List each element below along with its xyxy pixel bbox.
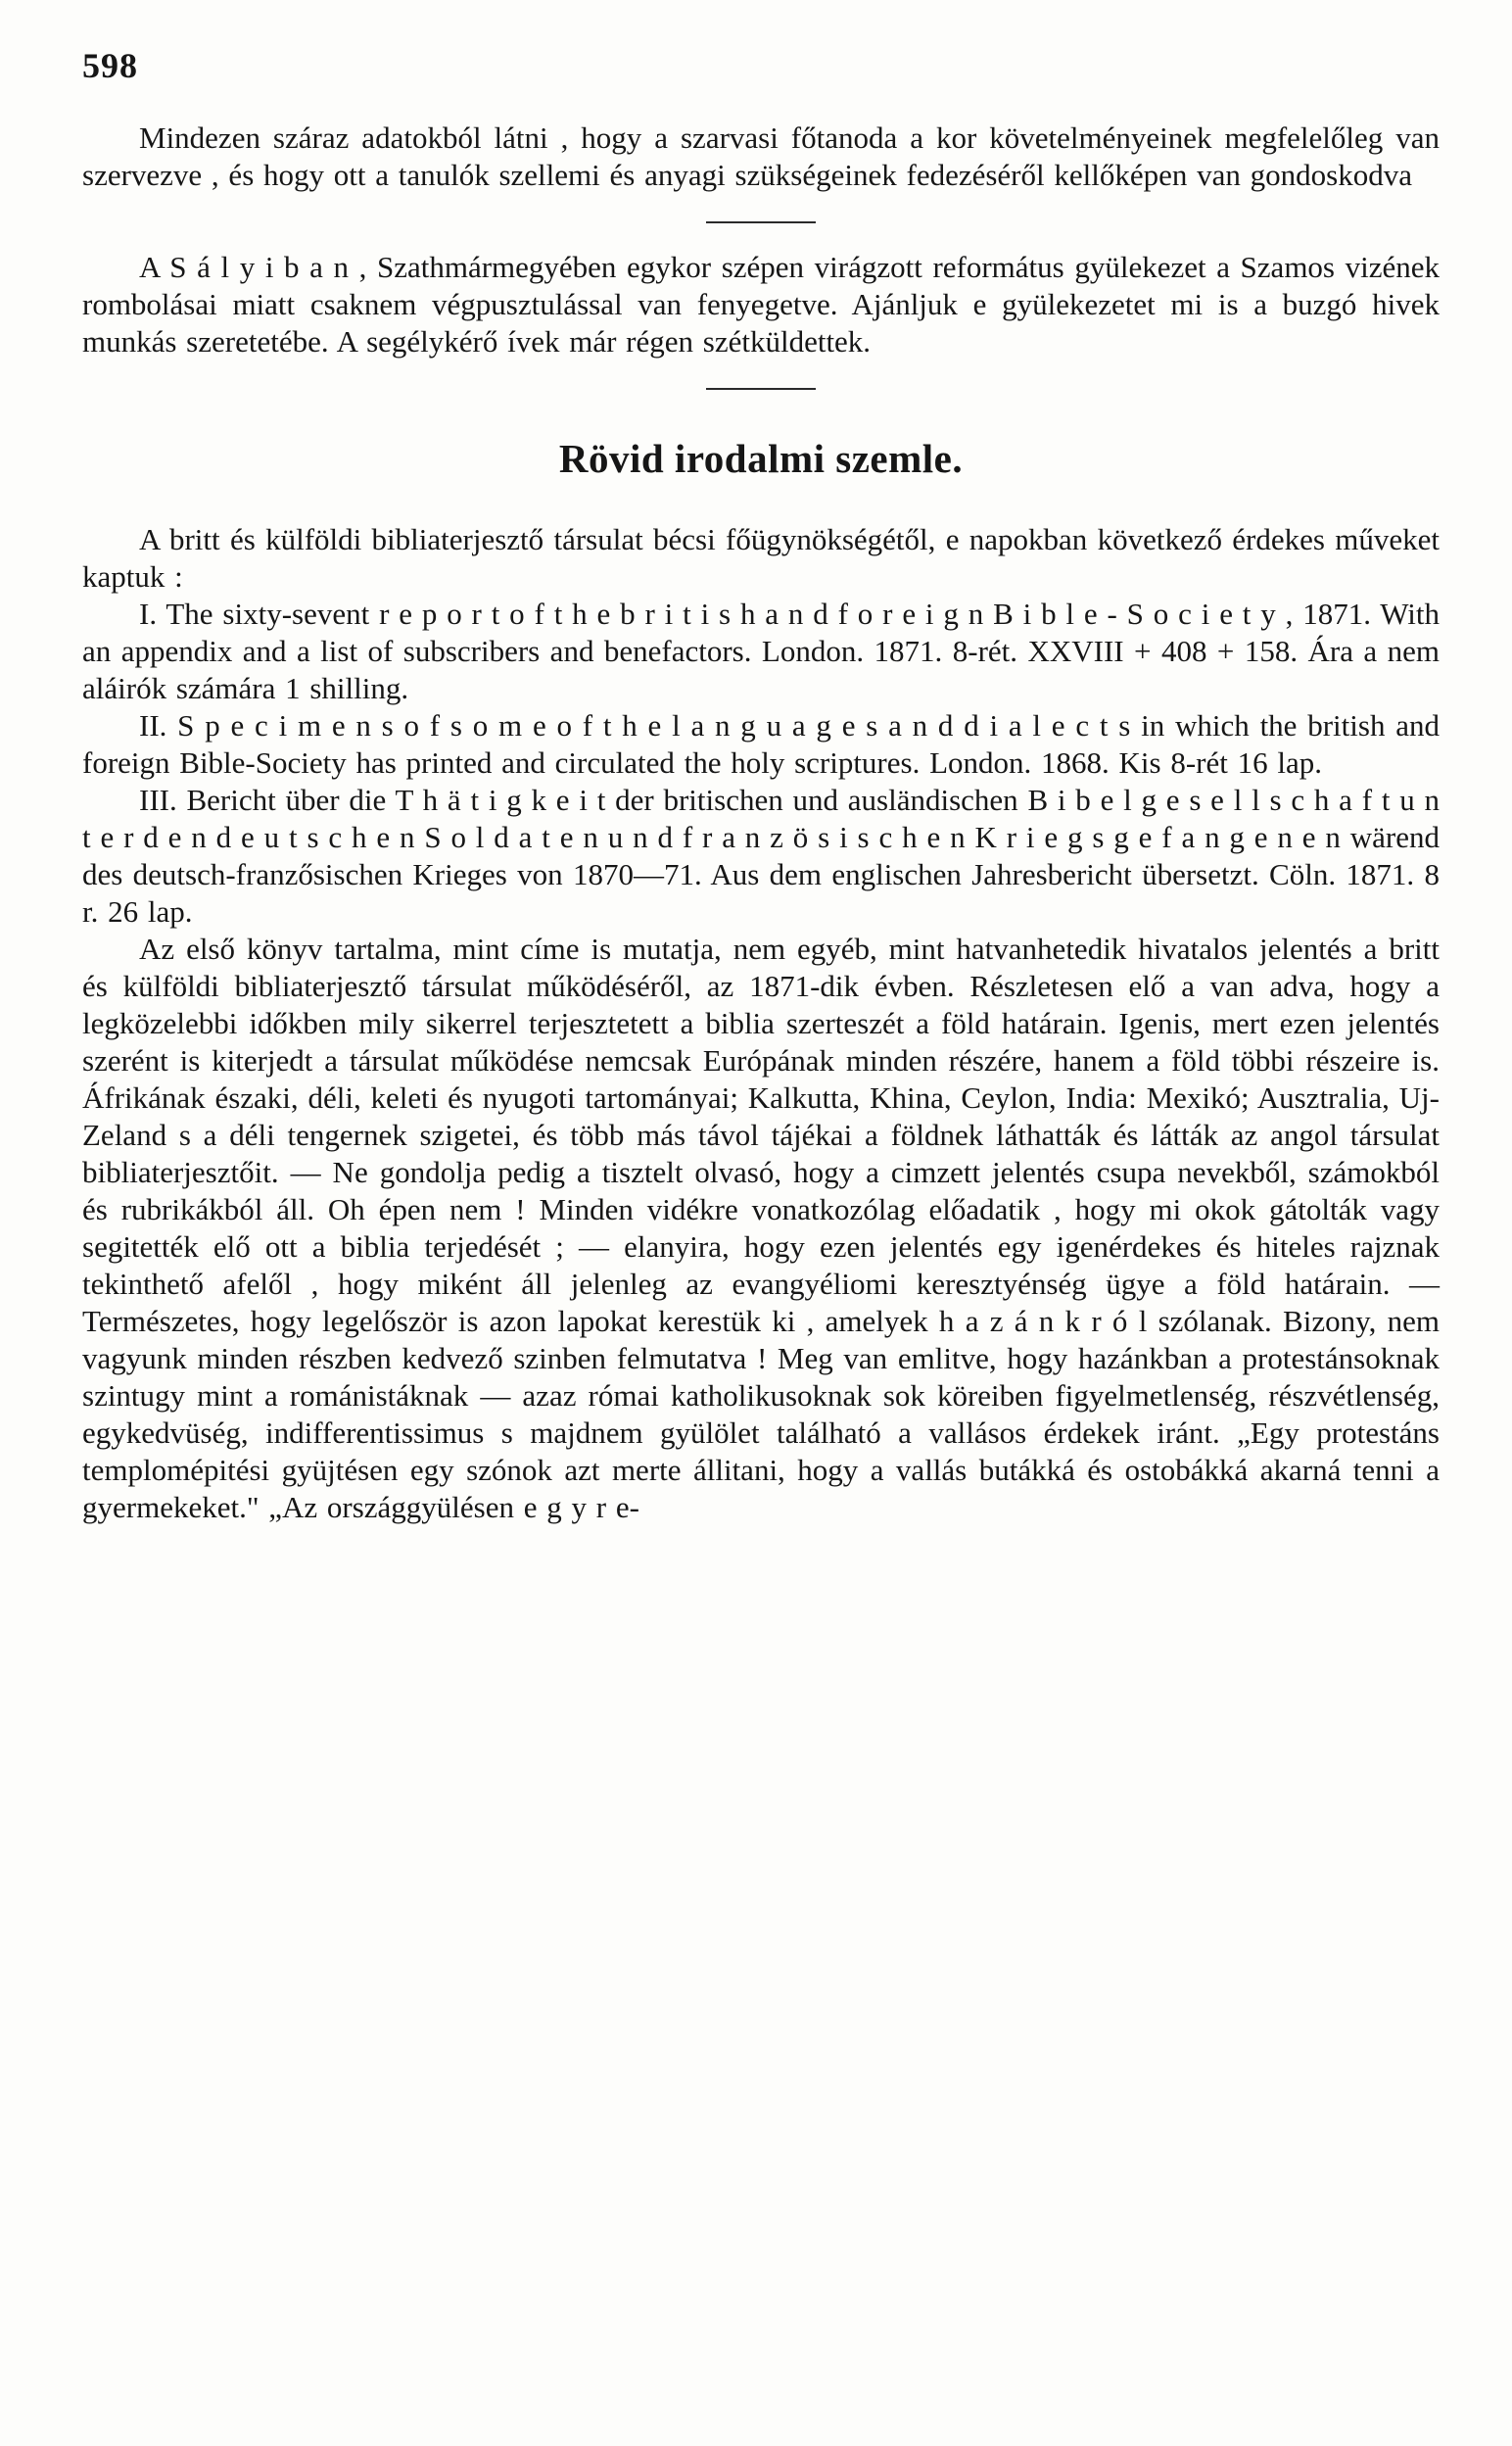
section-heading: Rövid irodalmi szemle. (558, 436, 964, 481)
page-number: 598 (82, 46, 138, 85)
paragraph-review-item-3: III. Bericht über die T h ä t i g k e i t der britischen und ausländischen B i b e l g e s e l l s c h a f t u n t e r d e n d e u t s c h e n S o l d a t e n u n d f r a n z ö s i s c h e n K r i e g s g e f a n g e n e n wärend des deutsch-franzősischen Krieges von 1870—71. Aus dem englischen Jahresbericht übersetzt. Cöln. 1871. 8 r. 26 lap. (82, 783, 1440, 929)
paragraph-review-item-1: I. The sixty-sevent r e p o r t o f t h e b r i t i s h a n d f o r e i g n B i b l e - S o c i e t y , 1871. With an appendix and a list of subscribers and benefactors. London. 1871. 8-rét. XXVIII + 408 + 158. Ára a nem aláirók számára 1 shilling. (82, 597, 1440, 705)
paragraph-review-item-2: II. S p e c i m e n s o f s o m e o f t h e l a n g u a g e s a n d d i a l e c t s in which the british and foreign Bible-Society has printed and circulated the holy scriptures. London. 1868. Kis 8-rét 16 lap. (82, 708, 1440, 780)
paragraph-review-intro: A britt és külföldi bibliaterjesztő társulat bécsi főügynökségétől, e napokban következő érdekes műveket kaptuk : (82, 522, 1440, 594)
section-divider (706, 221, 816, 223)
paragraph-salyi-news: A S á l y i b a n , Szathmármegyében egykor szépen virágzott református gyülekezet a Szamos vizének rombolásai miatt csaknem végpusztulással van fenyegetve. Ajánljuk e gyülekezetet mi is a buzgó hivek munkás szeretetébe. A segélykérő ívek már régen szétküldettek. (82, 250, 1440, 359)
section-divider (706, 388, 816, 390)
paragraph-szarvas-news: Mindezen száraz adatokból látni , hogy a szarvasi főtanoda a kor követelményeinek megfelelőleg van szervezve , és hogy ott a tanulók szellemi és anyagi szükségeinek fedezéséről kellőképen van gondoskodva (82, 120, 1440, 192)
paragraph-review-body: Az első könyv tartalma, mint címe is mutatja, nem egyéb, mint hatvanhetedik hivatalos jelentés a britt és külföldi bibliaterjesztő társulat működéséről, az 1871-dik évben. Részletesen elő a van adva, hogy a legközelebbi időkben mily sikerrel terjesztetett a biblia szerteszét a föld határain. Igenis, mert ezen jelentés szerént is kiterjedt a társulat működése nemcsak Európának minden részére, hanem a föld többi részeire is. Áfrikának északi, déli, keleti és nyugoti tartományai; Kalkutta, Khina, Ceylon, India: Mexikó; Ausztralia, Uj-Zeland s a déli tengernek szigetei, és több más távol tájékai a földnek láthatták és látták az angol társulat bibliaterjesztőit. — Ne gondolja pedig a tisztelt olvasó, hogy a cimzett jelentés csupa nevekből, számokból és rubrikákból áll. Oh épen nem ! Minden vidékre vonatkozólag előadatik , hogy mi okok gátolták vagy segitették elő ott a biblia terjedését ; — elanyira, hogy ezen jelentés egy igenérdekes és hiteles rajznak tekinthető afelől , hogy miként áll jelenleg az evangyéliomi keresztyénség ügye a föld határain. — Természetes, hogy legelőször is azon lapokat kerestük ki , amelyek h a z á n k r ó l szólanak. Bizony, nem vagyunk minden részben kedvező szinben felmutatva ! Meg van emlitve, hogy hazánkban a protestánsoknak szintugy mint a románistáknak — azaz római katholikusoknak sok köreiben figyelmetlenség, részvétlenség, egykedvüség, indifferentissimus s majdnem gyülölet található a vallásos érdekek iránt. „Egy protestáns templomépitési gyüjtésen egy szónok azt merte állitani, hogy a vallás butákká és ostobákká akarná tenni a gyermekeket." „Az országgyülésen e g y r e- (82, 932, 1440, 1524)
